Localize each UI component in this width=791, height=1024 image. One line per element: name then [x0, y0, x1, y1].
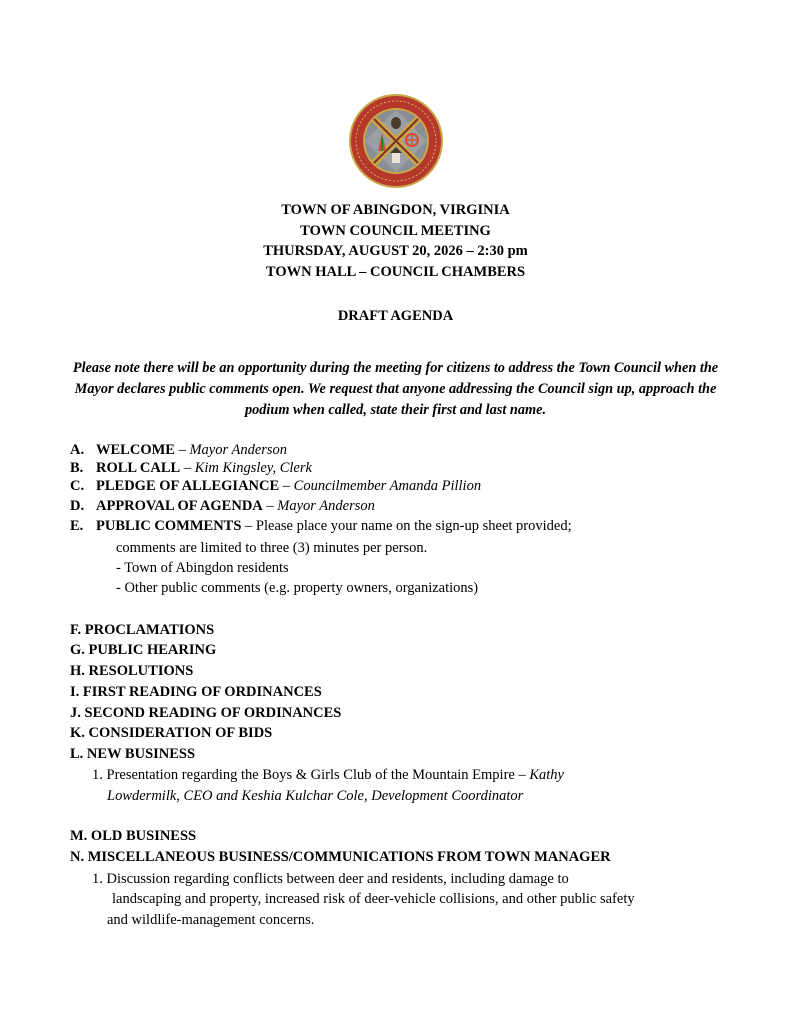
section-misc-business: N. MISCELLANEOUS BUSINESS/COMMUNICATIONS FROM TOWN MANAGER [70, 849, 611, 865]
section-second-reading: J. SECOND READING OF ORDINANCES [70, 705, 342, 721]
public-comments-bullet: - Town of Abingdon residents [116, 560, 289, 576]
meeting-location: TOWN HALL – COUNCIL CHAMBERS [265, 263, 526, 280]
meeting-header [0, 200, 791, 282]
town-name: TOWN OF ABINGDON, VIRGINIA [281, 202, 510, 218]
new-business-presenters: Lowdermilk, CEO and Keshia Kulchar Cole, Development Coordinator [107, 788, 524, 804]
agenda-item-approval: D. APPROVAL OF AGENDA – Mayor Anderson [70, 498, 375, 514]
public-comment-notice: Please note there will be an opportunity during the meeting for citizens to address the Town Council when the Mayor declares public comments open. We request that anyone addressing the Council sign up, approach the podium when called, state their first and last name. [72, 360, 719, 418]
agenda-item-roll-call: B. ROLL CALL – Kim Kingsley, Clerk [70, 460, 312, 476]
agenda-item-pledge: C. PLEDGE OF ALLEGIANCE – Councilmember Amanda Pillion [70, 478, 482, 494]
public-comments-limit: comments are limited to three (3) minutes per person. [116, 540, 428, 556]
section-resolutions: H. RESOLUTIONS [70, 663, 194, 679]
section-consideration-of-bids: K. CONSIDERATION OF BIDS [70, 725, 273, 741]
public-comments-bullet: - Other public comments (e.g. property owners, organizations) [116, 580, 479, 596]
section-old-business: M. OLD BUSINESS [70, 828, 197, 844]
misc-item-line-3: and wildlife-management concerns. [107, 912, 315, 928]
section-first-reading: I. FIRST READING OF ORDINANCES [70, 684, 322, 700]
misc-item-line-2: landscaping and property, increased risk of deer-vehicle collisions, and other public safety [112, 891, 635, 907]
meeting-date: THURSDAY, AUGUST 20, 2026 – 2:30 pm [263, 243, 528, 259]
section-public-hearing: G. PUBLIC HEARING [70, 642, 217, 658]
agenda-item-public-comments: E. PUBLIC COMMENTS – Please place your name on the sign-up sheet provided; [70, 518, 572, 534]
new-business-item: 1. Presentation regarding the Boys & Girls Club of the Mountain Empire – Kathy [92, 767, 564, 783]
section-new-business: L. NEW BUSINESS [70, 746, 196, 762]
misc-item-line-1: 1. Discussion regarding conflicts between deer and residents, including damage to [92, 871, 569, 887]
town-seal-logo [348, 93, 444, 189]
section-proclamations: F. PROCLAMATIONS [70, 622, 215, 638]
meeting-type: TOWN COUNCIL MEETING [300, 222, 491, 239]
agenda-item-welcome: A. WELCOME – Mayor Anderson [70, 442, 288, 458]
draft-agenda-title: DRAFT AGENDA [337, 308, 454, 324]
